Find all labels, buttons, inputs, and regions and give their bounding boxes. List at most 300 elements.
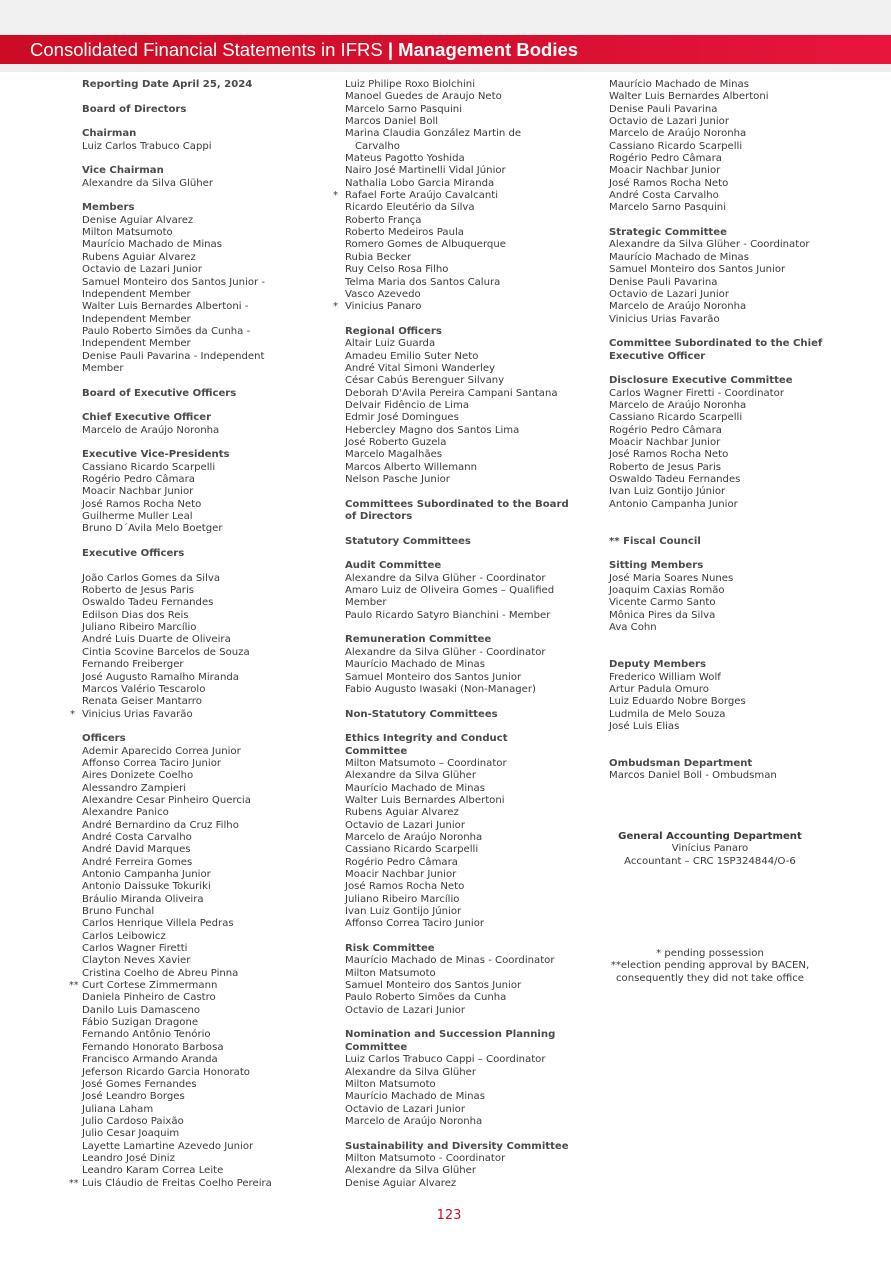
row-text: Marcelo Sarno Pasquini (345, 103, 463, 115)
row-text: Member (82, 362, 124, 374)
row-text: Samuel Monteiro dos Santos Junior (609, 264, 786, 276)
member-name (82, 239, 332, 251)
member-name (82, 758, 332, 770)
member-name (345, 165, 585, 177)
row-text: Cassiano Ricardo Scarpelli (609, 140, 743, 152)
member-name (82, 770, 332, 782)
row-text: Roberto Medeiros Paula (345, 227, 464, 239)
row-text: Antonio Daissuke Tokuriki (82, 881, 211, 893)
row-text: Mônica Pires da Silva (609, 609, 716, 621)
member-name (609, 252, 849, 264)
row-text: Marcos Daniel Boll - Ombudsman (609, 770, 777, 782)
row-text: Ombudsman Department (609, 757, 753, 769)
member-name (345, 425, 585, 437)
row-text: Curt Cortese Zimmermann (82, 980, 218, 992)
row-text: Antonio Campanha Junior (82, 869, 211, 880)
member-name (345, 264, 585, 276)
spacer (82, 536, 332, 548)
row-text: José Gomes Fernandes (82, 1078, 197, 1090)
member-name (609, 499, 849, 511)
spacer (82, 437, 332, 449)
member-name (345, 412, 585, 424)
member-name (82, 1128, 332, 1140)
member-name (82, 622, 332, 634)
member-name (609, 610, 849, 622)
member-name (82, 573, 332, 585)
member-name (345, 807, 585, 819)
row-text: Statutory Committees (345, 535, 471, 547)
member-name (82, 178, 332, 190)
header-section: Management Bodies (398, 39, 579, 60)
member-name (82, 141, 332, 153)
row-text: Remuneration Committee (345, 634, 492, 646)
member-name (609, 289, 849, 301)
row-text: Executive Vice-Presidents (82, 449, 230, 461)
row-text: Marcelo de Araújo Noronha (345, 831, 483, 843)
section-heading (609, 536, 849, 548)
member-name (82, 1116, 332, 1128)
spacer (82, 560, 332, 572)
footnote-election: **election pending approval by BACEN, (610, 960, 810, 972)
row-text: Layette Lamartine Azevedo Junior (82, 1140, 254, 1152)
member-name (345, 474, 585, 486)
row-text: Maurício Machado de Minas (609, 79, 749, 90)
accounting-name: Vinícius Panaro (671, 843, 749, 855)
row-text: Reporting Date April 25, 2024 (82, 79, 253, 90)
top-band (0, 0, 891, 35)
row-text: Maurício Machado de Minas (609, 251, 749, 263)
row-text: Luiz Carlos Trabuco Cappi (82, 140, 212, 152)
member-name (82, 1091, 332, 1103)
row-text: Ivan Luiz Gontijo Júnior (609, 486, 726, 498)
member-name (82, 869, 332, 881)
row-text: Amaro Luiz de Oliveira Gomes – Qualified (345, 585, 555, 597)
member-name (69, 1177, 332, 1190)
row-text: José Roberto Guzela (345, 436, 447, 448)
row-text: Oswaldo Tadeu Fernandes (82, 597, 214, 609)
row-text: Joaquim Caxias Romão (609, 585, 725, 597)
section-heading (82, 733, 332, 745)
footnote-election-cont: consequently they did not take office (615, 972, 804, 984)
row-text: Paulo Roberto Simões da Cunha - (82, 325, 251, 337)
member-name (82, 610, 332, 622)
section-heading (609, 375, 849, 387)
spacer (609, 634, 849, 646)
row-text: Committee (345, 1041, 408, 1053)
member-name (609, 412, 849, 424)
row-text: Chief Executive Officer (82, 412, 212, 424)
row-text: Daniela Pinheiro de Castro (82, 992, 216, 1004)
member-name (82, 1141, 332, 1153)
member-name (345, 647, 585, 659)
member-name (609, 153, 849, 165)
accounting-title: General Accounting Department (618, 831, 802, 842)
section-heading (82, 449, 332, 461)
row-text: Guilherme Muller Leal (82, 511, 193, 523)
row-text: Octavio de Lazari Junior (609, 116, 729, 128)
footnote-pending: * pending possession (656, 948, 764, 959)
row-text: Mateus Pagotto Yoshida (345, 153, 465, 165)
row-text: José Luis Elias (609, 720, 680, 732)
section-heading (345, 1042, 585, 1054)
member-name (609, 684, 849, 696)
spacer (82, 91, 332, 103)
member-name (609, 314, 849, 326)
row-text: Rogério Pedro Câmara (345, 856, 458, 868)
section-heading (345, 1141, 585, 1153)
section-heading (609, 227, 849, 239)
member-name (345, 449, 585, 461)
spacer (345, 696, 585, 708)
member-name (70, 708, 332, 721)
column-left (69, 79, 332, 1190)
member-name (82, 894, 332, 906)
member-name (345, 363, 585, 375)
member-name (82, 647, 332, 659)
member-name (82, 252, 332, 264)
row-text: Cintia Scovine Barcelos de Souza (82, 646, 250, 658)
section-heading (82, 412, 332, 424)
row-text: Nomination and Succession Planning (345, 1029, 556, 1041)
row-text: André Bernardino da Cruz Filho (82, 819, 239, 831)
section-heading (82, 79, 332, 91)
member-name (609, 585, 849, 597)
row-text: Edmir José Domingues (345, 412, 459, 424)
row-text: Octavio de Lazari Junior (609, 288, 729, 300)
member-name (82, 857, 332, 869)
row-text: Affonso Correa Taciro Junior (82, 757, 222, 769)
member-name (82, 918, 332, 930)
member-name (345, 795, 585, 807)
sub-band (0, 64, 891, 72)
member-name (609, 116, 849, 128)
spacer (345, 622, 585, 634)
row-text: José Ramos Rocha Neto (82, 498, 202, 510)
row-text: Vasco Azevedo (345, 288, 421, 300)
member-name (345, 1178, 585, 1190)
row-text: Milton Matsumoto (345, 967, 436, 979)
member-name (345, 1153, 585, 1165)
row-text: André Ferreira Gomes (82, 856, 193, 868)
row-text: Marcelo Sarno Pasquini (609, 202, 727, 214)
row-text: José Leandro Borges (82, 1091, 185, 1103)
footnote-marker: ** (69, 980, 79, 992)
member-name (609, 264, 849, 276)
spacer (609, 215, 849, 227)
member-name (345, 597, 585, 609)
row-text: Nelson Pasche Junior (345, 474, 450, 485)
row-text: Alexandre da Silva Glüher (345, 1066, 477, 1078)
member-name (345, 918, 585, 930)
member-name (82, 881, 332, 893)
header-separator: | (387, 39, 394, 60)
member-name (345, 239, 585, 251)
row-text: Sustainability and Diversity Committee (345, 1140, 569, 1152)
member-name (345, 869, 585, 881)
member-name (82, 314, 332, 326)
row-text: Sitting Members (609, 560, 704, 572)
row-text: Alexandre da Silva Glüher - Coordinator (609, 239, 810, 251)
spacer (609, 746, 849, 758)
member-name (345, 659, 585, 671)
row-text: Ludmila de Melo Souza (609, 708, 726, 720)
row-text: Denise Pauli Pavarina - Independent (82, 350, 265, 362)
section-heading (609, 351, 849, 363)
member-name (609, 202, 849, 214)
member-name (82, 425, 332, 437)
member-name (82, 931, 332, 943)
row-text: Juliana Laham (82, 1103, 154, 1115)
member-name (345, 104, 585, 116)
row-text: Cassiano Ricardo Scarpelli (609, 412, 743, 424)
row-text: ** Fiscal Council (609, 535, 701, 547)
row-text: Bruno Funchal (82, 906, 155, 918)
member-name (82, 832, 332, 844)
member-name (345, 215, 585, 227)
row-text: Alexandre da Silva Glüher - Coordinator (345, 572, 546, 584)
row-text: Nathalia Lobo Garcia Miranda (345, 177, 495, 189)
member-name (345, 277, 585, 289)
member-name (82, 659, 332, 671)
member-name (82, 585, 332, 597)
row-text: Carlos Wagner Firetti (82, 943, 188, 955)
member-name (82, 844, 332, 856)
member-name (82, 1153, 332, 1165)
row-text: Roberto de Jesus Paris (609, 461, 722, 473)
member-name (345, 400, 585, 412)
member-name (345, 758, 585, 770)
section-heading (345, 326, 585, 338)
row-text: Regional Officers (345, 325, 442, 337)
row-text: José Ramos Rocha Neto (609, 449, 729, 461)
member-name (345, 437, 585, 449)
row-text: Board of Executive Officers (82, 387, 237, 399)
member-name (82, 1054, 332, 1066)
row-text: Fernando Freiberger (82, 659, 184, 671)
member-name (345, 141, 585, 153)
page-number: 123 (436, 1208, 462, 1223)
section-heading (609, 560, 849, 572)
member-name (345, 388, 585, 400)
row-text: Romero Gomes de Albuquerque (345, 239, 506, 251)
member-name (82, 992, 332, 1004)
spacer (345, 314, 585, 326)
footnote-marker: * (333, 190, 339, 202)
section-heading (345, 746, 585, 758)
member-name (345, 992, 585, 1004)
row-text: Aires Donizete Coelho (82, 770, 194, 782)
spacer (82, 190, 332, 202)
row-text: Rogério Pedro Câmara (609, 153, 722, 165)
row-text: Carlos Wagner Firetti - Coordinator (609, 387, 784, 399)
row-text: Antonio Campanha Junior (609, 498, 738, 510)
spacer (82, 375, 332, 387)
row-text: Edilson Dias dos Reis (82, 609, 189, 621)
section-heading (345, 1029, 585, 1041)
row-text: Fabio Augusto Iwasaki (Non-Manager) (345, 683, 536, 695)
row-text: Julio Cardoso Paixão (82, 1115, 184, 1127)
member-name (82, 943, 332, 955)
member-name (82, 363, 332, 375)
spacer (609, 511, 849, 523)
row-text: André Vital Simoni Wanderley (345, 362, 496, 374)
row-text: Cassiano Ricardo Scarpelli (82, 461, 216, 473)
footnote-marker: * (333, 301, 339, 313)
row-text: Vicente Carmo Santo (609, 597, 716, 609)
row-text: Members (82, 202, 135, 214)
row-text: Danilo Luis Damasceno (82, 1004, 201, 1016)
member-name (345, 1165, 585, 1177)
member-name (69, 980, 332, 992)
row-text: Denise Pauli Pavarina (609, 276, 718, 288)
member-name (82, 289, 332, 301)
row-text: Roberto França (345, 214, 422, 226)
row-text: Independent Member (82, 338, 191, 350)
spacer (609, 733, 849, 745)
row-text: Francisco Armando Aranda (82, 1054, 218, 1066)
member-name (82, 696, 332, 708)
member-name (345, 894, 585, 906)
row-text: Non-Statutory Committees (345, 708, 498, 720)
row-text: Moacir Nachbar Junior (609, 165, 721, 177)
row-text: Ivan Luiz Gontijo Júnior (345, 906, 462, 918)
section-heading (345, 536, 585, 548)
row-text: Hebercley Magno dos Santos Lima (345, 424, 520, 436)
row-text: Executive Officer (609, 350, 706, 362)
row-text: Walter Luis Bernardes Albertoni (609, 91, 769, 103)
member-name (609, 709, 849, 721)
member-name (82, 1165, 332, 1177)
header-text (30, 35, 578, 64)
row-text: Rogério Pedro Câmara (82, 474, 195, 485)
member-name (82, 906, 332, 918)
row-text: José Ramos Rocha Neto (609, 177, 729, 189)
row-text: Disclosure Executive Committee (609, 375, 793, 387)
row-text: Artur Padula Omuro (609, 683, 709, 695)
row-text: Walter Luis Bernardes Albertoni - (82, 301, 249, 313)
row-text: Roberto de Jesus Paris (82, 585, 195, 597)
row-text: Committee Subordinated to the Chief (609, 338, 823, 350)
row-text: Chairman (82, 128, 137, 140)
member-name (345, 955, 585, 967)
spacer (345, 721, 585, 733)
row-text: Walter Luis Bernardes Albertoni (345, 794, 505, 806)
row-text: Milton Matsumoto - Coordinator (345, 1152, 506, 1164)
member-name (609, 104, 849, 116)
row-text: Milton Matsumoto (345, 1078, 436, 1090)
row-text: Alexandre da Silva Glüher - Coordinator (345, 646, 546, 658)
row-text: João Carlos Gomes da Silva (82, 572, 221, 584)
member-name (345, 153, 585, 165)
member-name (609, 449, 849, 461)
member-name (345, 1091, 585, 1103)
member-name (345, 968, 585, 980)
row-text: Ethics Integrity and Conduct (345, 733, 508, 745)
row-text: André Costa Carvalho (609, 190, 719, 202)
row-text: Frederico William Wolf (609, 671, 721, 683)
member-name (82, 264, 332, 276)
row-text: Vinicius Urias Favarão (609, 313, 720, 325)
member-name (345, 820, 585, 832)
row-text: Marcos Valério Tescarolo (82, 683, 206, 695)
row-text: Juliano Ribeiro Marcílio (82, 622, 197, 634)
section-heading (82, 202, 332, 214)
member-name (345, 672, 585, 684)
row-text: Samuel Monteiro dos Santos Junior (345, 671, 522, 683)
row-text: Carvalho (355, 140, 400, 152)
member-name (345, 351, 585, 363)
section-heading (609, 338, 849, 350)
row-text: Marcos Alberto Willemann (345, 461, 478, 473)
row-text: Alexandre Panico (82, 807, 169, 819)
row-text: Rafael Forte Araújo Cavalcanti (345, 190, 499, 202)
member-name (82, 795, 332, 807)
member-name (345, 585, 585, 597)
row-text: Cristina Coelho de Abreu Pinna (82, 967, 239, 979)
member-name (82, 1104, 332, 1116)
row-text: Committee (345, 745, 408, 757)
row-text: Juliano Ribeiro Marcílio (345, 893, 460, 905)
row-text: José Augusto Ramalho Miranda (82, 671, 239, 683)
row-text: Vice Chairman (82, 165, 164, 177)
row-text: Vinicius Urias Favarão (82, 708, 193, 720)
section-heading (345, 634, 585, 646)
member-name (345, 980, 585, 992)
member-name (345, 1054, 585, 1066)
member-name (82, 338, 332, 350)
member-name (345, 462, 585, 474)
member-name (609, 770, 849, 782)
row-text: Carlos Henrique Villela Pedras (82, 918, 234, 930)
member-name (345, 91, 585, 103)
spacer (609, 647, 849, 659)
row-text: Affonso Correa Taciro Junior (345, 918, 485, 930)
accounting-department (605, 831, 815, 868)
section-heading (82, 104, 332, 116)
section-heading (345, 733, 585, 745)
row-text: Board of Directors (82, 103, 187, 115)
row-text: Paulo Roberto Simões da Cunha (345, 992, 507, 1004)
row-text: Marcelo de Araújo Noronha (609, 399, 747, 411)
member-name (82, 1017, 332, 1029)
member-name (609, 91, 849, 103)
row-text: Marina Claudia González Martin de (345, 128, 522, 140)
row-text: Clayton Neves Xavier (82, 955, 191, 967)
row-text: César Cabús Berenguer Silvany (345, 375, 505, 387)
member-name (609, 239, 849, 251)
member-name (609, 128, 849, 140)
member-name (609, 486, 849, 498)
section-heading (345, 709, 585, 721)
member-name (82, 215, 332, 227)
row-text: Julio Cesar Joaquim (82, 1128, 180, 1140)
member-name (345, 1079, 585, 1091)
member-name (345, 906, 585, 918)
row-text: Independent Member (82, 288, 191, 300)
member-name (609, 474, 849, 486)
member-name (345, 1005, 585, 1017)
row-text: Alessandro Zampieri (82, 782, 187, 794)
page-header (0, 35, 891, 64)
member-name (333, 301, 585, 313)
row-text: Independent Member (82, 313, 191, 325)
row-text: Ruy Celso Rosa Filho (345, 264, 449, 276)
section-heading (609, 659, 849, 671)
member-name (609, 178, 849, 190)
row-text: Strategic Committee (609, 227, 727, 239)
member-name (345, 116, 585, 128)
row-text: Altair Luiz Guarda (345, 338, 436, 350)
